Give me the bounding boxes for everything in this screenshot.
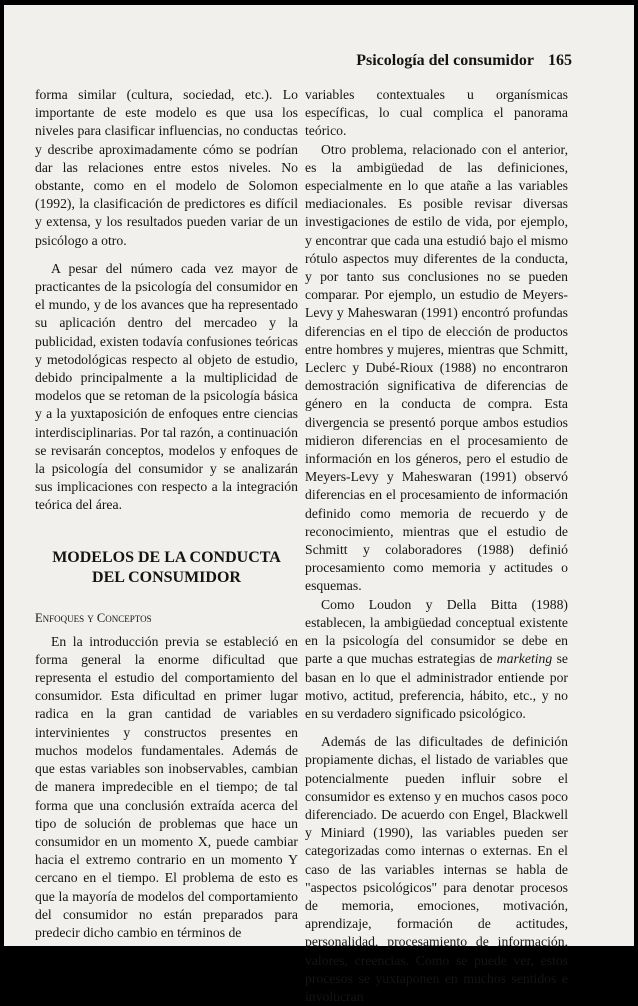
subsection-title: Enfoques y Conceptos: [35, 610, 152, 625]
right-paragraph-1: variables contextuales u organísmicas específicas, lo cual complica el panorama teórico.: [305, 87, 568, 139]
left-paragraph-1: forma similar (cultura, sociedad, etc.). Lo importante de este modelo es que usa los niveles para clasificar influencias, no conductas y describe aproximadamente cómo se podrían dar las relaciones entre estos niveles. No obstante, como en el modelo de Solomon (1992), la clasificación de predictores es difícil y extensa, y los resultados pueden variar de un psicólogo a otro.: [35, 87, 298, 248]
section-title: [35, 548, 298, 588]
right-paragraph-3-start: Como Loudon y Della Bitta (1988) establecen, la ambigüedad conceptual existente en la psicología del consumidor se debe en parte a que muchas estrategias de: [305, 596, 568, 667]
right-paragraph-2: Otro problema, relacionado con el anterior, es la ambigüedad de las definiciones, especialmente en lo que atañe a las variables mediacionales. Es posible revisar diversas investigaciones de estilo de vida, por ejemplo, y encontrar que cada una estudió bajo el mismo rótulo aspectos muy diferentes de la conducta, y por tanto sus conclusiones no se pueden comparar. Por ejemplo, un estudio de Meyers-Levy y Maheswaran (1991) encontró profundas diferencias en el tipo de elección de productos entre hombres y mujeres, mientras que Schmitt, Leclerc y Dubé-Rioux (1988) no encontraron demostración significativa de diferencias de género en la conducta de compra. Esta divergencia se presentó porque ambos estudios midieron diferencias en el procesamiento de información en los géneros, pero el estudio de Meyers-Levy y Maheswaran (1991) observó diferencias en el procesamiento de información definido como memoria de recuerdo y de reconocimiento, mientras que el estudio de Schmitt y colaboradores (1988) definió procesamiento como memoria y actitudes o esquemas.: [305, 141, 568, 594]
right-paragraph-4: Además de las dificultades de definición propiamente dichas, el listado de variables que potencialmente pueden influir sobre el consumidor es extenso y en muchos casos poco diferenciado. De acuerdo con Engel, Blackwell y Miniard (1990), las variables pueden ser categorizadas como internas o externas. En el caso de las variables internas se habla de "aspectos psicológicos" para denotar procesos de memoria, emociones, motivación, aprendizaje, formación de actitudes, personalidad, procesamiento de información, valores, creencias. Como se puede ver, estos procesos se yuxtaponen en muchos sentidos e involucran: [305, 734, 568, 1004]
section-title-line-1: MODELOS DE LA CONDUCTA: [52, 548, 281, 566]
right-paragraph-3: [305, 596, 568, 723]
left-paragraph-3: En la introducción previa se estableció en forma general la enorme dificultad que representa el estudio del comportamiento del consumidor. Esta dificultad en primer lugar radica en la gran cantidad de variables intervinientes y constructos presentes en muchos modelos fundamentales. Además de que estas variables son inobservables, cambian de manera impredecible en el tiempo; de tal forma que una conclusión extraída acerca del tipo de solución de problemas que hace un consumidor en un momento X, puede cambiar hacia el extremo contrario en un momento Y cercano en el tiempo. El problema de esto es que la mayoría de modelos del comportamiento del consumidor no están preparados para predecir dicho cambio en términos de: [35, 633, 298, 940]
section-title-line-2: DEL CONSUMIDOR: [92, 568, 241, 586]
running-title: Psicología del consumidor: [356, 52, 534, 69]
right-paragraph-3-end: se basan en lo que el administrador entiende por motivo, actitud, preferencia, hábito, etc., y no en su verdadero significado psicológico.: [305, 651, 568, 721]
book-page: [4, 5, 634, 1004]
right-paragraph-3-italic: marketing: [496, 651, 553, 667]
page-number: 165: [548, 52, 572, 69]
left-paragraph-2: A pesar del número cada vez mayor de practicantes de la psicología del consumidor en el mundo, y de los avances que ha representado su aplicación dentro del mercadeo y la publicidad, existen todavía confusiones teóricas y metodológicas respecto al objeto de estudio, debido principalmente a la multiplicidad de modelos que se retoman de la psicología básica y a la yuxtaposición de enfoques entre ciencias interdisciplinarias. Por tal razón, a continuación se revisarán conceptos, modelos y enfoques de la psicología del consumidor y se analizarán sus implicaciones con respecto a la integración teórica del área.: [35, 260, 298, 513]
left-column: [35, 86, 298, 942]
running-header: [356, 52, 572, 70]
right-column: [305, 86, 568, 1006]
